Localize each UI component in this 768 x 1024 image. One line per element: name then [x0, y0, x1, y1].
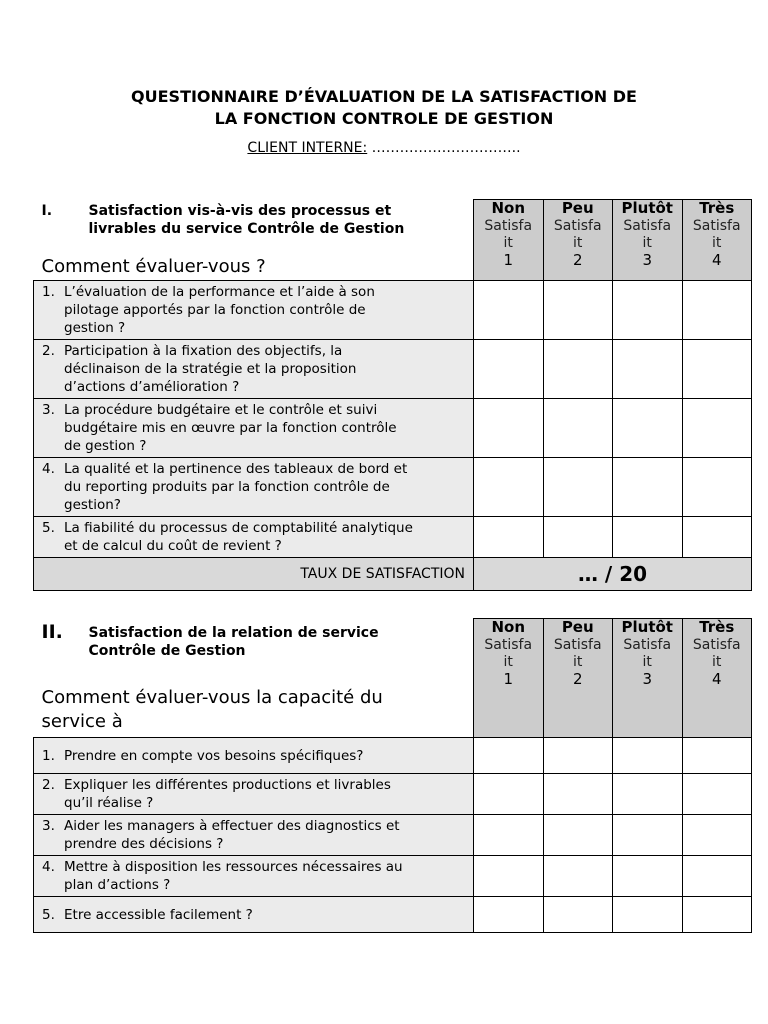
rating-cell[interactable] — [474, 517, 544, 558]
section-2-title: Satisfaction de la relation de service Contrôle de Gestion — [88, 624, 379, 659]
rating-cell[interactable] — [474, 897, 544, 933]
rating-cell[interactable] — [613, 458, 683, 517]
rating-cell[interactable] — [543, 738, 613, 774]
table-row — [34, 897, 752, 933]
table-row — [34, 458, 752, 517]
section-1-header — [34, 200, 474, 281]
rating-cell[interactable] — [474, 856, 544, 897]
rating-cell[interactable] — [682, 897, 752, 933]
rating-cell[interactable] — [613, 856, 683, 897]
question-item: 2. Expliquer les différentes productions et livrables qu’il réalise ? — [34, 774, 474, 815]
rating-cell[interactable] — [682, 399, 752, 458]
scale-header-3: Plutôt Satisfa it 3 — [613, 619, 683, 738]
section-1-title: Satisfaction vis-à-vis des processus et livrables du service Contrôle de Gestion — [88, 202, 405, 237]
rating-cell[interactable] — [543, 815, 613, 856]
client-value: ………………………….. — [367, 140, 521, 156]
question-item: 1. Prendre en compte vos besoins spécifiques? — [34, 738, 474, 774]
rating-cell[interactable] — [474, 399, 544, 458]
taux-label: TAUX DE SATISFACTION — [34, 558, 474, 591]
rating-cell[interactable] — [682, 517, 752, 558]
rating-cell[interactable] — [613, 517, 683, 558]
rating-cell[interactable] — [682, 281, 752, 340]
rating-cell[interactable] — [613, 399, 683, 458]
scale-header-4: Très Satisfa it 4 — [682, 200, 752, 281]
question-item: 3. La procédure budgétaire et le contrôle et suivi budgétaire mis en œuvre par la fonction contrôle de gestion ? — [34, 399, 474, 458]
table-row — [34, 517, 752, 558]
question-item: 5. La fiabilité du processus de comptabilité analytique et de calcul du coût de revient ? — [34, 517, 474, 558]
rating-cell[interactable] — [682, 815, 752, 856]
rating-cell[interactable] — [543, 458, 613, 517]
title-line-2: LA FONCTION CONTROLE DE GESTION — [214, 109, 554, 128]
rating-cell[interactable] — [613, 340, 683, 399]
table-row — [34, 774, 752, 815]
rating-cell[interactable] — [682, 340, 752, 399]
rating-cell[interactable] — [474, 738, 544, 774]
rating-cell[interactable] — [543, 399, 613, 458]
rating-cell[interactable] — [543, 774, 613, 815]
scale-header-1: Non Satisfa it 1 — [474, 200, 544, 281]
client-line — [0, 139, 768, 157]
table-row — [34, 281, 752, 340]
rating-cell[interactable] — [474, 774, 544, 815]
taux-row — [34, 558, 752, 591]
question-item: 1. L’évaluation de la performance et l’aide à son pilotage apportés par la fonction contrôle de gestion ? — [34, 281, 474, 340]
table-row — [34, 738, 752, 774]
scale-header-4: Très Satisfa it 4 — [682, 619, 752, 738]
rating-cell[interactable] — [682, 856, 752, 897]
question-item: 5. Etre accessible facilement ? — [34, 897, 474, 933]
scale-header-2: Peu Satisfa it 2 — [543, 200, 613, 281]
rating-cell[interactable] — [474, 815, 544, 856]
taux-score[interactable]: … / 20 — [474, 558, 752, 591]
section-2-question: Comment évaluer-vous la capacité du service à — [41, 686, 383, 732]
scale-header-3: Plutôt Satisfa it 3 — [613, 200, 683, 281]
table-row — [34, 399, 752, 458]
rating-cell[interactable] — [613, 281, 683, 340]
table-row — [34, 340, 752, 399]
table-row — [34, 815, 752, 856]
table-row — [34, 856, 752, 897]
question-item: 4. Mettre à disposition les ressources nécessaires au plan d’actions ? — [34, 856, 474, 897]
section-1-table — [33, 199, 752, 591]
rating-cell[interactable] — [543, 281, 613, 340]
rating-cell[interactable] — [543, 897, 613, 933]
rating-cell[interactable] — [613, 738, 683, 774]
section-2-number: II. — [41, 620, 63, 643]
rating-cell[interactable] — [682, 738, 752, 774]
question-item: 2. Participation à la fixation des objectifs, la déclinaison de la stratégie et la proposition d’actions d’amélioration ? — [34, 340, 474, 399]
section-2-header — [34, 619, 474, 738]
rating-cell[interactable] — [682, 458, 752, 517]
rating-cell[interactable] — [543, 340, 613, 399]
document-title — [0, 86, 768, 130]
client-label: CLIENT INTERNE: — [247, 140, 368, 156]
rating-cell[interactable] — [613, 815, 683, 856]
rating-cell[interactable] — [474, 281, 544, 340]
section-1-question: Comment évaluer-vous ? — [41, 255, 266, 277]
title-line-1: QUESTIONNAIRE D’ÉVALUATION DE LA SATISFACTION DE — [131, 87, 637, 106]
question-item: 3. Aider les managers à effectuer des diagnostics et prendre des décisions ? — [34, 815, 474, 856]
rating-cell[interactable] — [613, 897, 683, 933]
rating-cell[interactable] — [474, 458, 544, 517]
rating-cell[interactable] — [613, 774, 683, 815]
section-1-number: I. — [41, 202, 53, 219]
section-2-table — [33, 618, 752, 933]
scale-header-1: Non Satisfa it 1 — [474, 619, 544, 738]
rating-cell[interactable] — [543, 517, 613, 558]
rating-cell[interactable] — [474, 340, 544, 399]
question-item: 4. La qualité et la pertinence des tableaux de bord et du reporting produits par la fonction contrôle de gestion? — [34, 458, 474, 517]
rating-cell[interactable] — [682, 774, 752, 815]
rating-cell[interactable] — [543, 856, 613, 897]
scale-header-2: Peu Satisfa it 2 — [543, 619, 613, 738]
